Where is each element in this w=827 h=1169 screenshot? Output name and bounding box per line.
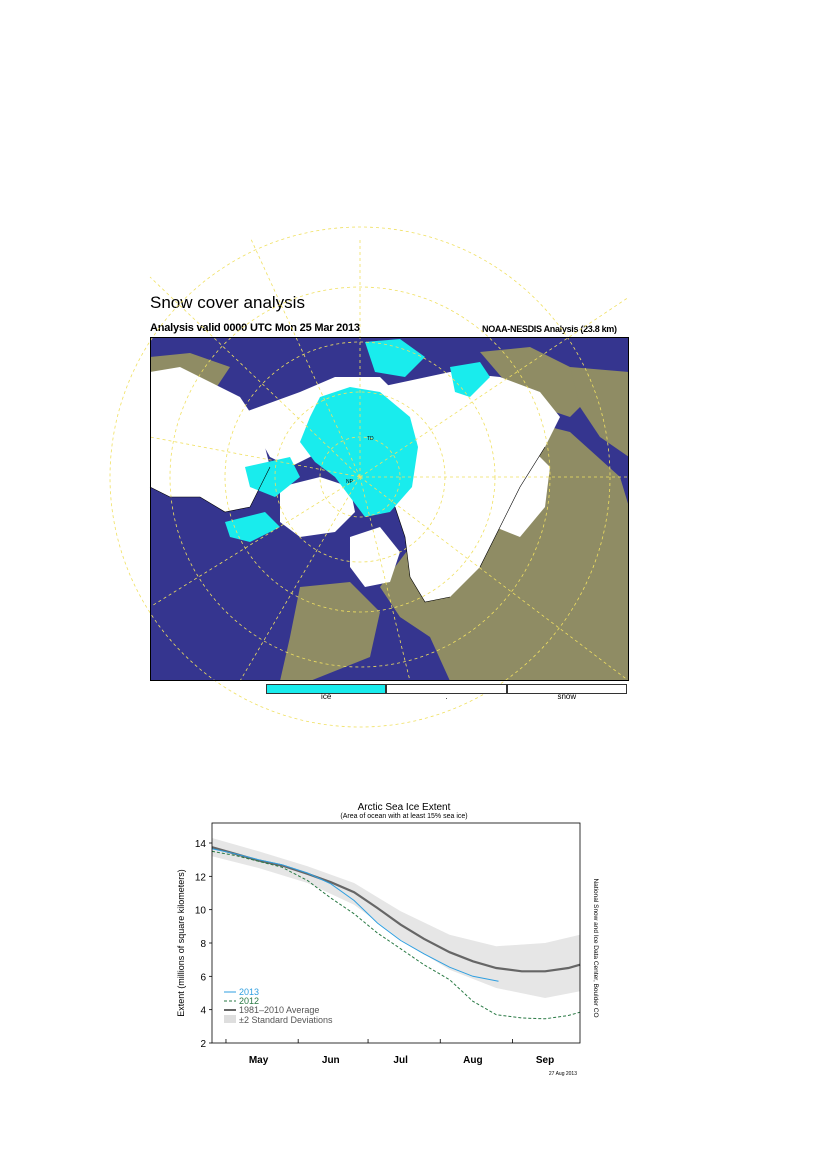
y-tick-label: 2: [200, 1039, 206, 1050]
legend-ice-label: ice: [321, 692, 332, 701]
y-tick-label: 4: [200, 1005, 206, 1017]
y-tick-label: 10: [194, 905, 206, 917]
y-tick-label: 6: [200, 972, 206, 984]
y-tick-label: 14: [194, 839, 206, 850]
legend-label-average: 1981–2010 Average: [239, 1005, 320, 1015]
analysis-valid-line: Analysis valid 0000 UTC Mon 25 Mar 2013: [150, 322, 360, 334]
sea-ice-chart: [168, 783, 628, 1078]
date-stamp: 27 Aug 2013: [548, 1071, 577, 1077]
x-tick-label: Sep: [535, 1055, 555, 1066]
snow-cover-title: Snow cover analysis: [150, 293, 305, 312]
map-label-np: NP: [346, 479, 353, 485]
legend-snow-label: snow: [557, 692, 577, 701]
y-tick-label: 12: [194, 872, 206, 884]
x-tick-label: May: [248, 1055, 269, 1066]
x-tick-label: Jul: [393, 1055, 408, 1066]
legend-ice: [266, 684, 386, 701]
legend-blank: [386, 684, 506, 701]
legend-label-std-dev: ±2 Standard Deviations: [239, 1015, 333, 1025]
map-label-td: TD: [367, 436, 374, 442]
snow-cover-map: [150, 337, 629, 681]
legend-blank-label: .: [445, 692, 448, 701]
credit-text: National Snow and Ice Data Center, Boulder CO: [592, 878, 599, 1018]
y-axis-label: Extent (millions of square kilometers): [176, 869, 186, 1017]
chart-subtitle: (Area of ocean with at least 15% sea ice): [340, 813, 468, 820]
analysis-source-line: NOAA-NESDIS Analysis (23.8 km): [482, 324, 617, 334]
legend-swatch-std-dev: [224, 1015, 236, 1023]
y-tick-label: 8: [200, 939, 206, 950]
x-tick-label: Aug: [463, 1055, 483, 1066]
legend-label-2012: 2012: [239, 996, 260, 1006]
legend-label-2013: 2013: [239, 987, 260, 997]
snow-legend: [266, 684, 627, 701]
chart-title: Arctic Sea Ice Extent: [357, 802, 451, 813]
legend-snow: [507, 684, 627, 701]
plot-area: [195, 823, 580, 1066]
x-tick-label: Jun: [321, 1055, 340, 1066]
